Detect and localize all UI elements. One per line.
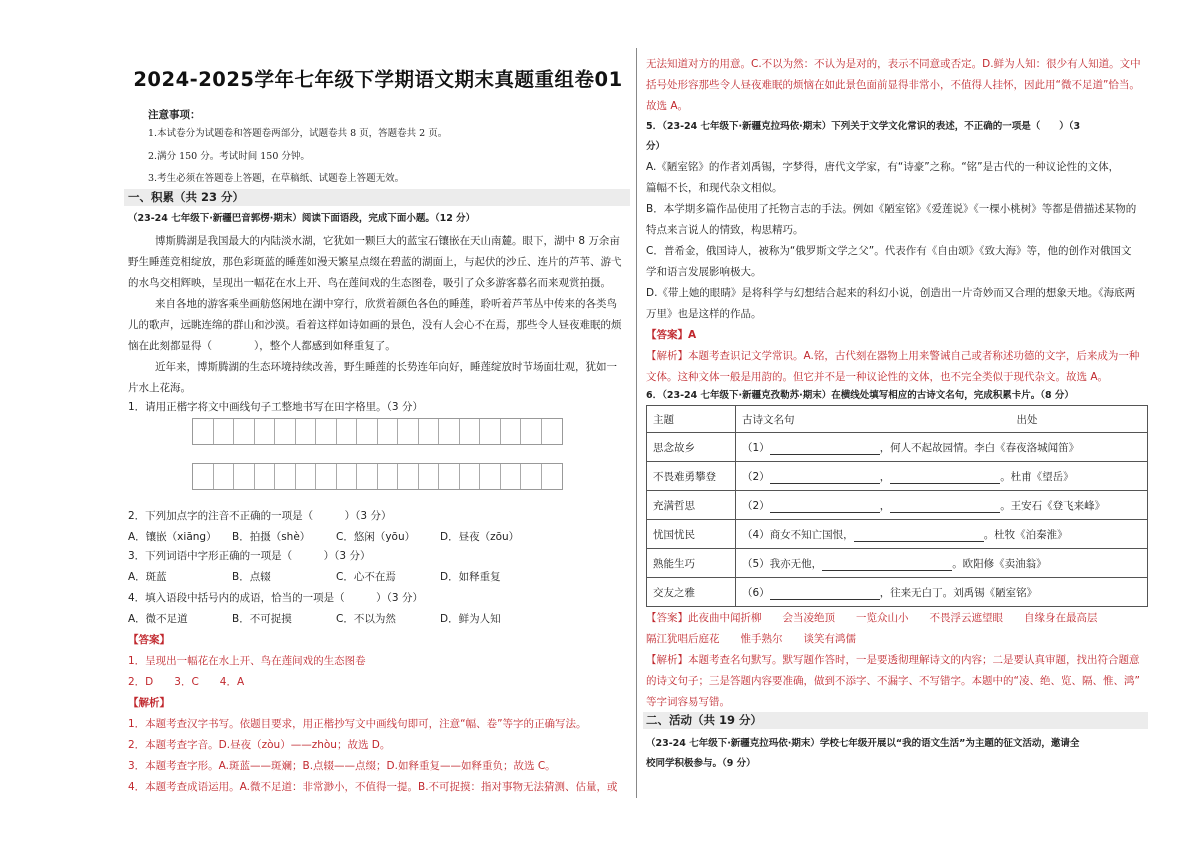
- row-theme: 熟能生巧: [647, 549, 736, 578]
- table-header: [736, 406, 1148, 433]
- row-prefix: （5）我亦无他，: [742, 557, 823, 570]
- answer-label: 【答案】: [128, 634, 170, 646]
- q5-option: A.《陋室铭》的作者刘禹锡，字梦得，唐代文学家，有“诗豪”之称。“铭”是古代的一种议论性的文体，: [646, 161, 1120, 173]
- analysis-line: 3．本题考查字形。A.斑蓝——斑斓；B.点辍——点缀；D.如释重复——如释重负；故选 C。: [128, 760, 556, 772]
- fill-blank[interactable]: [890, 501, 1000, 513]
- passage-line: 的水鸟交相辉映，呈现出一幅花在水上开、鸟在莲间戏的生态图卷，吸引了众多游客慕名而来观赏拍摄。: [128, 277, 611, 289]
- answer-6: 【答案】此夜曲中闻折柳 会当凌绝顶 一览众山小 不畏浮云遮望眼 自缘身在最高层: [646, 612, 1098, 624]
- question-1: 1．请用正楷字将文中画线句子工整地书写在田字格里。（3 分）: [128, 401, 423, 413]
- q4-option-d: D．鲜为人知: [440, 613, 501, 625]
- row-text: ，: [879, 470, 891, 483]
- q5-option: 特点来言说人的情致，构思精巧。: [646, 224, 804, 236]
- fill-blank[interactable]: [854, 530, 984, 542]
- row-text: ，何人不起故园情。: [879, 441, 975, 454]
- q5-option: 篇幅不长，和现代杂文相似。: [646, 182, 783, 194]
- notice-item: 3.考生必须在答题卷上答题，在草稿纸、试题卷上答题无效。: [148, 173, 405, 184]
- passage-line: 野生睡莲竞相绽放，那色彩斑蓝的睡莲如漫天繁星点缀在碧蓝的湖面上，与起伏的沙丘、连片的芦苇、游弋: [128, 256, 622, 268]
- table-row: [647, 433, 1148, 462]
- row-prefix: （2）: [742, 499, 770, 512]
- row-theme: 不畏难勇攀登: [647, 462, 736, 491]
- question-5: 5．（23-24 七年级下·新疆克拉玛依·期末）下列关于文学文化常识的表述，不正确的一项是（ ）（3: [646, 121, 1081, 132]
- question-6: 6．（23-24 七年级下·新疆克孜勒苏·期末）在横线处填写相应的古诗文名句，完成积累卡片。（8 分）: [646, 390, 1074, 401]
- table-header: 主题: [647, 406, 736, 433]
- q5-option: B．本学期多篇作品使用了托物言志的手法。例如《陋室铭》《爱莲说》《一棵小桃树》等都是借描述某物的: [646, 203, 1137, 215]
- q3-option-b: B．点辍: [232, 571, 271, 583]
- row-source: 。杜牧《泊秦淮》: [983, 528, 1068, 541]
- passage-line: 恼在此刻都显得（ ），整个人都感到如释重复了。: [128, 340, 396, 352]
- row-text: ，往来无白丁。: [879, 586, 954, 599]
- answer-5: 【答案】A: [646, 329, 697, 341]
- header-lines: 古诗文名句: [742, 413, 795, 426]
- row-prefix: （4）商女不知亡国恨，: [742, 528, 854, 541]
- fill-blank[interactable]: [890, 472, 1000, 484]
- row-theme: 交友之雅: [647, 578, 736, 607]
- writing-grid-row-2[interactable]: [192, 463, 563, 490]
- question-2: 2．下列加点字的注音不正确的一项是（ ）（3 分）: [128, 510, 392, 522]
- q5-option: C．普希金，俄国诗人，被称为“俄罗斯文学之父”。代表作有《自由颂》《致大海》等，他的创作对俄国文: [646, 245, 1132, 257]
- q3-option-d: D．如释重复: [440, 571, 501, 583]
- analysis-6: 等字词容易写错。: [646, 696, 730, 708]
- q4-option-c: C．不以为然: [336, 613, 396, 625]
- q2-option-d: D．昼夜（zōu）: [440, 531, 520, 543]
- answer-6: 隔江犹唱后庭花 惟手熟尔 谈笑有鸿儒: [646, 633, 856, 645]
- q2-option-a: A．镶嵌（xiāng）: [128, 531, 217, 543]
- writing-grid-row-1[interactable]: [192, 418, 563, 445]
- table-row: [647, 520, 1148, 549]
- q5-option: 学和语言发展影响极大。: [646, 266, 762, 278]
- row-theme: 充满哲思: [647, 491, 736, 520]
- q3-option-a: A．斑蓝: [128, 571, 167, 583]
- row-source: 刘禹锡《陋室铭》: [953, 586, 1038, 599]
- analysis-5: 【解析】本题考查识记文学常识。A.铭，古代刻在器物上用来警诫自己或者称述功德的文字，后来成为一种: [646, 350, 1140, 362]
- question-intro: （23-24 七年级下·新疆巴音郭楞·期末）阅读下面语段，完成下面小题。（12 分）: [128, 213, 476, 224]
- analysis-5: 文体。这种文体一般是用韵的。但它并不是一种议论性的文体，也不完全类似于现代杂文。故选 A。: [646, 371, 1109, 383]
- row-theme: 忧国忧民: [647, 520, 736, 549]
- row-source: 。杜甫《望岳》: [1000, 470, 1074, 483]
- analysis-line: 4．本题考查成语运用。A.微不足道：非常渺小，不值得一提。B.不可捉摸：指对事物无法猜测、估量，或: [128, 781, 618, 793]
- q3-option-c: C．心不在焉: [336, 571, 396, 583]
- analysis-line: 无法知道对方的用意。C.不以为然：不认为是对的，表示不同意或否定。D.鲜为人知：很少有人知道。文中: [646, 58, 1141, 70]
- notice-item: 1.本试卷分为试题卷和答题卷两部分，试题卷共 8 页，答题卷共 2 页。: [148, 128, 448, 139]
- row-source: 李白《春夜洛城闻笛》: [974, 441, 1080, 454]
- passage-line: 片水上花海。: [128, 382, 191, 394]
- notice-item: 2.满分 150 分。考试时间 150 分钟。: [148, 151, 310, 162]
- notice-heading: 注意事项：: [148, 109, 201, 121]
- passage-line: 近年来，博斯腾湖的生态环境持续改善，野生睡莲的长势连年向好，睡莲绽放时节场面壮观，犹如一: [155, 361, 617, 373]
- table-row: [647, 549, 1148, 578]
- passage-line: 来自各地的游客乘坐画舫悠闲地在湖中穿行，欣赏着颜色各色的睡莲，聆听着芦苇丛中传来的各类鸟: [155, 298, 617, 310]
- q4-option-a: A．微不足道: [128, 613, 188, 625]
- fill-blank[interactable]: [770, 472, 880, 484]
- table-row: [647, 462, 1148, 491]
- poetry-card-table: [646, 405, 1148, 607]
- analysis-line: 2．本题考查字音。D.昼夜（zòu）——zhòu；故选 D。: [128, 739, 391, 751]
- row-theme: 思念故乡: [647, 433, 736, 462]
- analysis-line: 故选 A。: [646, 100, 689, 112]
- analysis-label: 【解析】: [128, 697, 170, 709]
- fill-blank[interactable]: [770, 588, 880, 600]
- fill-blank[interactable]: [822, 559, 952, 571]
- column-divider: [636, 48, 637, 798]
- table-row: [647, 491, 1148, 520]
- header-source: 出处: [1016, 413, 1038, 426]
- q2-option-b: B．拍摄（shè）: [232, 531, 311, 543]
- passage-line: 儿的歌声，远眺连绵的群山和沙漠。看着这样如诗如画的景色，没有人会心不在焉，那些令人昼夜难眠的烦: [128, 319, 622, 331]
- q2-option-c: C．悠闲（yōu）: [336, 531, 416, 543]
- table-row: [647, 578, 1148, 607]
- row-prefix: （2）: [742, 470, 770, 483]
- analysis-line: 1．本题考查汉字书写。依题目要求，用正楷抄写文中画线句即可，注意“幅、卷”等字的正确写法。: [128, 718, 587, 730]
- row-source: 。欧阳修《卖油翁》: [952, 557, 1047, 570]
- question-5-cont: 分）: [646, 141, 666, 152]
- row-text: ，: [879, 499, 891, 512]
- row-source: 。王安石《登飞来峰》: [1000, 499, 1106, 512]
- row-prefix: （1）: [742, 441, 770, 454]
- section-heading-2: 二、活动（共 19 分）: [646, 713, 763, 727]
- question-7-cont: 校同学积极参与。（9 分）: [646, 758, 756, 769]
- q4-option-b: B．不可捉摸: [232, 613, 292, 625]
- q5-option: D.《带上她的眼睛》是将科学与幻想结合起来的科幻小说，创造出一片奇妙而又合理的想象天地。《海底两: [646, 287, 1136, 299]
- question-3: 3．下列词语中字形正确的一项是（ ）（3 分）: [128, 550, 371, 562]
- row-prefix: （6）: [742, 586, 770, 599]
- q5-option: 万里》也是这样的作品。: [646, 308, 762, 320]
- answer-1: 1．呈现出一幅花在水上开、鸟在莲间戏的生态图卷: [128, 655, 366, 667]
- answer-2-4: 2．D 3．C 4．A: [128, 676, 245, 688]
- fill-blank[interactable]: [770, 501, 880, 513]
- analysis-6: 【解析】本题考查名句默写。默写题作答时，一是要透彻理解诗文的内容；二是要认真审题，找出符合题意: [646, 654, 1140, 666]
- question-7: （23-24 七年级下·新疆克拉玛依·期末）学校七年级开展以“我的语文生活”为主题的征文活动，邀请全: [646, 738, 1080, 749]
- question-4: 4．填入语段中括号内的成语，恰当的一项是（ ）（3 分）: [128, 592, 423, 604]
- passage-line: 博斯腾湖是我国最大的内陆淡水湖，它犹如一颗巨大的蓝宝石镶嵌在天山南麓。眼下，湖中 8 万余亩: [155, 235, 620, 247]
- section-heading-1: 一、积累（共 23 分）: [128, 190, 245, 204]
- analysis-line: 括号处形容那些令人昼夜难眠的烦恼在如此景色面前显得非常小，不值得人挂怀，因此用“微不足道”恰当。: [646, 79, 1140, 91]
- analysis-6: 的诗文句子；三是答题内容要准确，做到不添字、不漏字、不写错字。本题中的“凌、绝、览、隔、惟、鸿”: [646, 675, 1140, 687]
- fill-blank[interactable]: [770, 443, 880, 455]
- page-title: 2024-2025学年七年级下学期语文期末真题重组卷01: [133, 68, 623, 91]
